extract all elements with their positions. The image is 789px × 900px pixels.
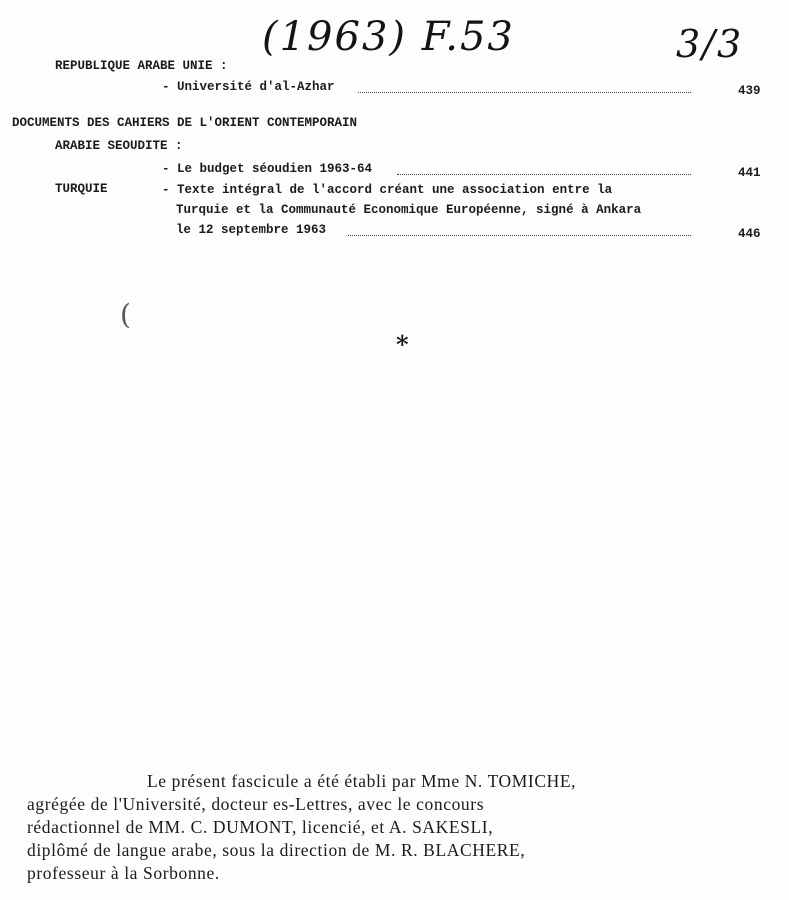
handwritten-reference: (1963) F.53 — [262, 14, 515, 60]
credits-line: Le présent fascicule a été établi par Mme N. TOMICHE, — [147, 771, 577, 791]
toc-entry-accord-line-2: Turquie et la Communauté Economique Européenne, signé à Ankara — [176, 203, 642, 217]
section-country-rau: REPUBLIQUE ARABE UNIE : — [55, 59, 228, 73]
marginal-mark: ( — [120, 298, 131, 331]
dot-leader — [397, 174, 691, 175]
toc-page-number: 439 — [738, 84, 761, 98]
separator-asterisk: * — [396, 330, 409, 359]
credits-line: rédactionnel de MM. C. DUMONT, licencié, et A. SAKESLI, — [27, 817, 494, 837]
documents-heading: DOCUMENTS DES CAHIERS DE L'ORIENT CONTEMPORAIN — [12, 116, 358, 130]
toc-entry-budget: - Le budget séoudien 1963-64 — [162, 162, 373, 176]
handwritten-part-number: 3/3 — [676, 22, 744, 66]
toc-entry-al-azhar: - Université d'al-Azhar — [162, 80, 335, 94]
credits-line: professeur à la Sorbonne. — [27, 863, 220, 883]
toc-entry-accord-line-3: le 12 septembre 1963 — [176, 223, 327, 237]
toc-entry-accord-line-1: - Texte intégral de l'accord créant une association entre la — [162, 183, 613, 197]
toc-page-number: 446 — [738, 227, 761, 241]
toc-page-number: 441 — [738, 166, 761, 180]
section-country-turquie: TURQUIE — [55, 182, 108, 196]
credits-line: agrégée de l'Université, docteur es-Lettres, avec le concours — [27, 794, 485, 814]
dot-leader — [348, 235, 691, 236]
credits-paragraph — [27, 770, 767, 885]
dot-leader — [358, 92, 691, 93]
section-country-arabie-seoudite: ARABIE SEOUDITE : — [55, 139, 183, 153]
credits-line: diplômé de langue arabe, sous la direction de M. R. BLACHERE, — [27, 840, 526, 860]
